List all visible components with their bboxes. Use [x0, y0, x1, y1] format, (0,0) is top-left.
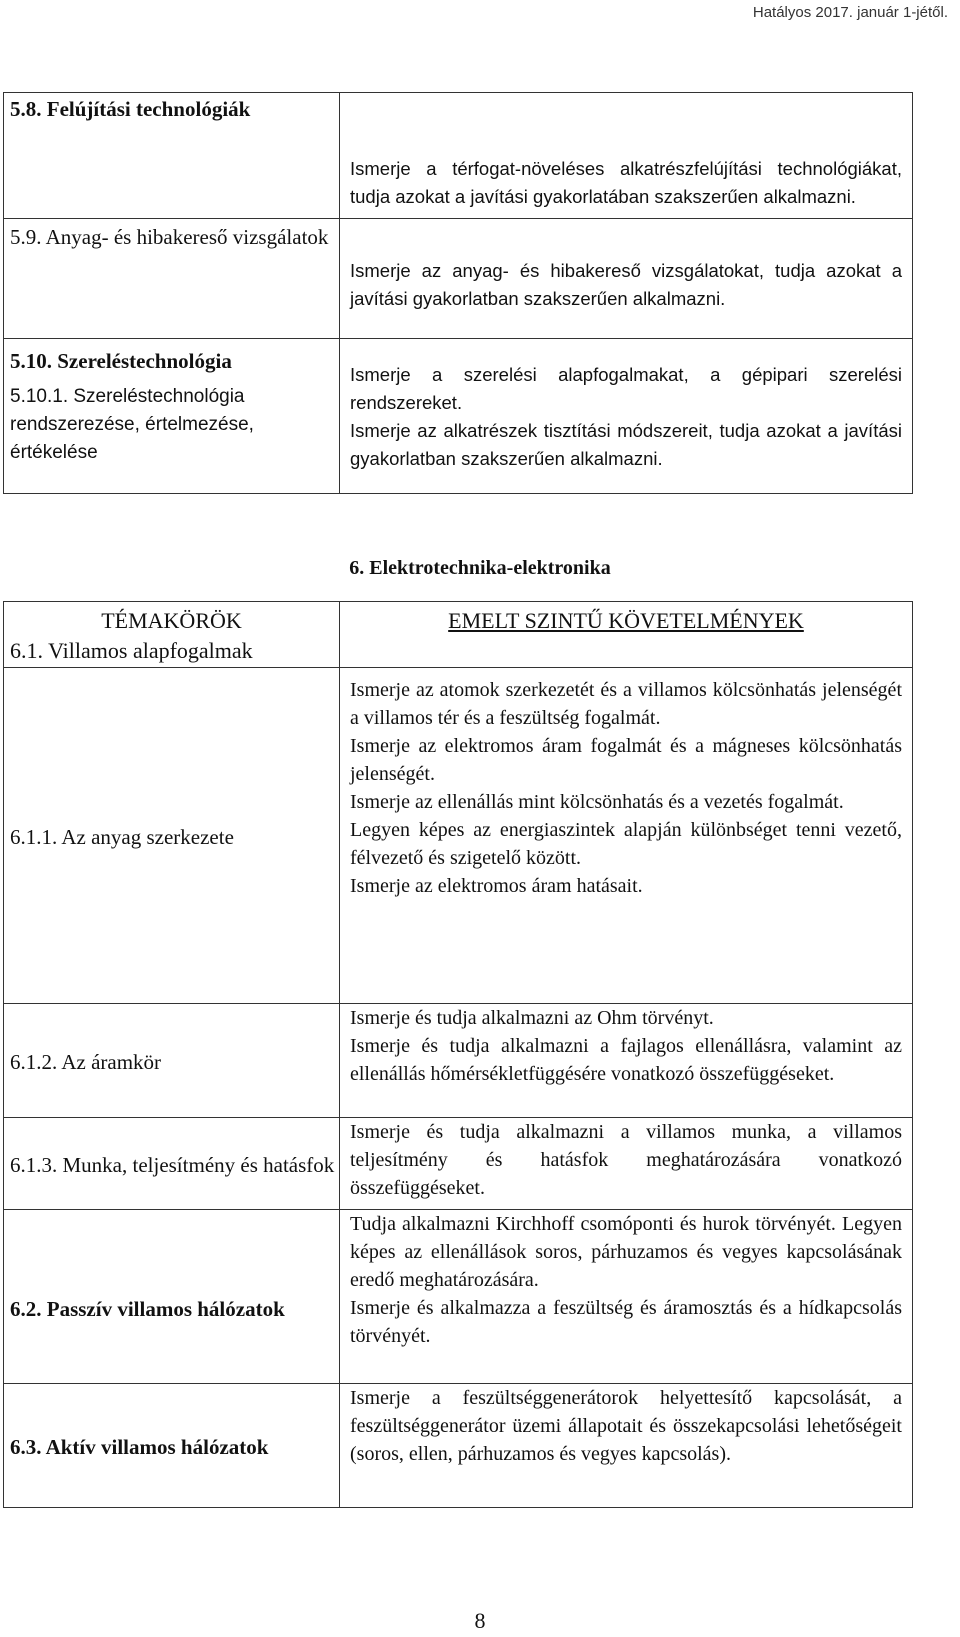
topic-5-10: 5.10. Szereléstechnológia [10, 349, 232, 373]
topics-header-label: TÉMAKÖRÖK [101, 608, 242, 633]
topic-5-10-1: 5.10.1. Szereléstechnológia rendszerezése, értelmezése, értékelése [10, 386, 254, 463]
column-header-topics [4, 602, 340, 668]
requirement-5-9: Ismerje az anyag- és hibakereső vizsgálatokat, tudja azokat a javítási gyakorlatban szakszerűen alkalmazni. [350, 260, 902, 309]
requirements-table-6 [3, 601, 913, 1508]
requirement-cell [340, 668, 913, 1004]
requirement-5-10: Ismerje a szerelési alapfogalmakat, a gépipari szerelési rendszereket. [350, 364, 902, 413]
requirement-cell [340, 1004, 913, 1118]
topic-5-8: 5.8. Felújítási technológiák [10, 97, 251, 121]
topic-cell [4, 339, 340, 494]
requirement-cell [340, 1384, 913, 1508]
requirement-6-3: Ismerje a feszültséggenerátorok helyettesítő kapcsolását, a feszültséggenerátor üzemi állapotait és összekapcsolási lehetőségeit (soros, ellen, párhuzamos és vegyes kapcsolás). [350, 1387, 902, 1465]
requirements-header-label: EMELT SZINTŰ KÖVETELMÉNYEK [448, 608, 804, 633]
topic-6-1-3: 6.1.3. Munka, teljesítmény és hatásfok [10, 1152, 335, 1177]
requirement-6-2-b: Ismerje és alkalmazza a feszültség és áramosztás és a hídkapcsolás törvényét. [350, 1297, 902, 1347]
requirement-6-1-1-a: Ismerje az atomok szerkezetét és a villamos kölcsönhatás jelenségét a villamos tér és a feszültség fogalmát. [350, 679, 902, 729]
topic-6-1: 6.1. Villamos alapfogalmak [10, 638, 253, 663]
validity-note: Hatályos 2017. január 1-jétől. [752, 4, 948, 21]
topic-cell [4, 668, 340, 1004]
topic-6-1-1: 6.1.1. Az anyag szerkezete [10, 824, 234, 849]
section-title: 6. Elektrotechnika-elektronika [349, 557, 611, 579]
page-number: 8 [474, 1608, 486, 1633]
requirement-cell [340, 1118, 913, 1210]
requirement-6-2-a: Tudja alkalmazni Kirchhoff csomóponti és hurok törvényét. Legyen képes az ellenállások soros, párhuzamos és vegyes kapcsolásának eredő meghatározására. [350, 1213, 902, 1291]
topic-cell [4, 1118, 340, 1210]
column-header-requirements [340, 602, 913, 668]
requirement-5-10-1: Ismerje az alkatrészek tisztítási módszereit, tudja azokat a javítási gyakorlatban szakszerűen alkalmazni. [350, 420, 902, 469]
topic-6-1-2: 6.1.2. Az áramkör [10, 1049, 162, 1074]
requirement-cell [340, 93, 913, 219]
requirement-6-1-1-d: Legyen képes az energiaszintek alapján különbséget tenni vezető, félvezető és szigetelő között. [350, 819, 902, 869]
requirement-cell [340, 339, 913, 494]
topic-5-9: 5.9. Anyag- és hibakereső vizsgálatok [10, 225, 329, 249]
topic-cell [4, 93, 340, 219]
topic-cell [4, 1210, 340, 1384]
topic-cell [4, 1004, 340, 1118]
topic-6-3: 6.3. Aktív villamos hálózatok [10, 1434, 269, 1459]
topic-6-2: 6.2. Passzív villamos hálózatok [10, 1296, 285, 1321]
requirements-table-5 [3, 92, 913, 494]
requirement-cell [340, 219, 913, 339]
requirement-cell [340, 1210, 913, 1384]
requirement-6-1-2-b: Ismerje és tudja alkalmazni a fajlagos ellenállásra, valamint az ellenállás hőmérsékletfüggésére vonatkozó összefüggéseket. [350, 1035, 902, 1085]
requirement-6-1-1-b: Ismerje az elektromos áram fogalmát és a mágneses kölcsönhatás jelenségét. [350, 735, 902, 785]
topic-cell [4, 1384, 340, 1508]
requirement-6-1-2-a: Ismerje és tudja alkalmazni az Ohm törvényt. [350, 1007, 714, 1029]
requirement-6-1-1-e: Ismerje az elektromos áram hatásait. [350, 875, 643, 897]
requirement-6-1-3: Ismerje és tudja alkalmazni a villamos munka, a villamos teljesítmény és hatásfok meghatározására vonatkozó összefüggéseket. [350, 1121, 902, 1199]
requirement-6-1-1-c: Ismerje az ellenállás mint kölcsönhatás és a vezetés fogalmát. [350, 791, 844, 813]
requirement-5-8: Ismerje a térfogat-növeléses alkatrészfelújítási technológiákat, tudja azokat a javítási gyakorlatában szakszerűen alkalmazni. [350, 158, 902, 207]
topic-cell [4, 219, 340, 339]
